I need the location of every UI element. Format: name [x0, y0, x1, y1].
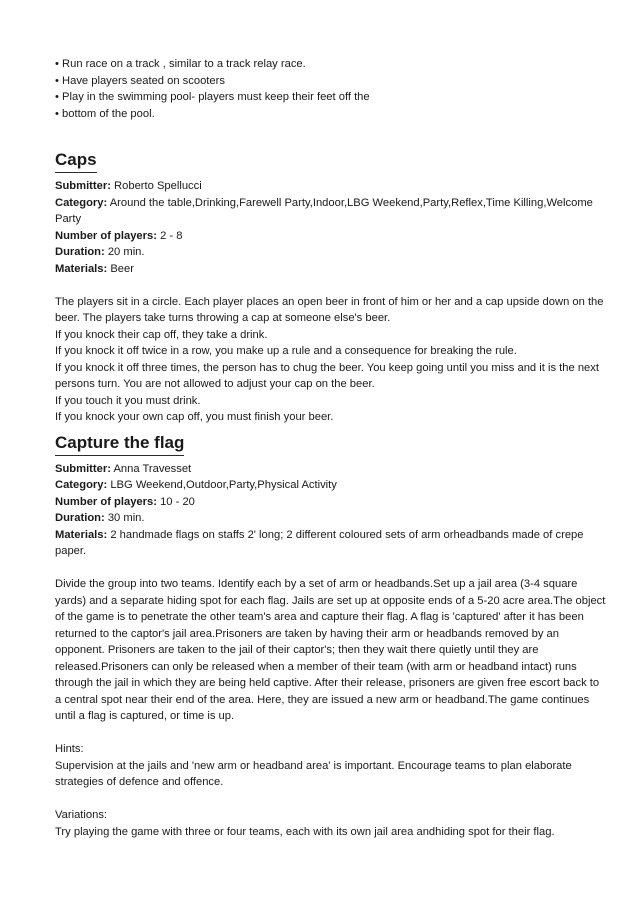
- game-section-capture-the-flag: [55, 432, 606, 841]
- description-line: until a flag is captured, or time is up.: [55, 710, 235, 722]
- submitter-label: Submitter:: [55, 462, 111, 475]
- category-value-cont: Party: [55, 213, 82, 225]
- description-line: opponent. Prisoners are taken to the jail of their captor's; then they wait there quietly until they are: [55, 644, 539, 656]
- hints-line: Supervision at the jails and 'new arm or headband area' is important. Encourage teams to plan elaborate: [55, 759, 572, 772]
- description-line: released.Prisoners can only be released when a member of their team (with arm or headband intact) runs: [55, 660, 577, 673]
- duration-value: 30 min.: [107, 512, 145, 524]
- description-line: If you touch it you must drink.: [55, 394, 201, 407]
- category-value: Around the table,Drinking,Farewell Party,Indoor,LBG Weekend,Party,Reflex,Time Killing,Welcome: [109, 196, 593, 209]
- description-line: beer. The players take turns throwing a cap at someone else's beer.: [55, 312, 391, 324]
- description-line: If you knock it off three times, the person has to chug the beer. You keep going until you miss and it is the next: [55, 361, 599, 374]
- variations-line: Try playing the game with three or four teams, each with its own jail area andhiding spot for their flag.: [55, 825, 555, 838]
- category-label: Category:: [55, 479, 108, 491]
- category-value: LBG Weekend,Outdoor,Party,Physical Activity: [110, 479, 337, 491]
- game-meta: [55, 461, 600, 560]
- duration-label: Duration:: [55, 246, 105, 258]
- description-line: returned to the captor's jail area.Prisoners are taken by having their arm or headbands removed by an: [55, 627, 559, 640]
- submitter-value: Anna Travesset: [113, 462, 192, 475]
- duration-label: Duration:: [55, 512, 105, 524]
- description-line: If you knock their cap off, they take a drink.: [55, 328, 268, 341]
- game-meta: [55, 178, 600, 277]
- players-value: 10 - 20: [160, 495, 195, 508]
- game-section-caps: [55, 149, 604, 426]
- materials-value: Beer: [110, 262, 134, 275]
- players-value: 2 - 8: [160, 229, 183, 242]
- category-label: Category:: [55, 196, 108, 209]
- submitter-label: Submitter:: [55, 180, 111, 192]
- players-label: Number of players:: [55, 495, 157, 508]
- game-description: [55, 576, 606, 725]
- variations-label: Variations:: [55, 809, 108, 821]
- description-line: The players sit in a circle. Each player places an open beer in front of him or her and a cap upside down on the: [55, 295, 604, 308]
- game-description: [55, 294, 604, 426]
- hints-label: Hints:: [55, 743, 84, 755]
- players-label: Number of players:: [55, 229, 157, 242]
- description-line: persons turn. You are not allowed to adjust your cap on the beer.: [55, 378, 375, 390]
- hints-block: [55, 741, 600, 791]
- bullet-item: • Run race on a track , similar to a track relay race.: [55, 58, 306, 70]
- description-line: yards) and a separate hiding spot for each flag. Jails are set up at opposite ends of a 5-20 acre area.The object: [55, 594, 606, 607]
- materials-value-cont: paper.: [55, 545, 87, 557]
- hints-line: strategies of defence and offence.: [55, 776, 224, 788]
- bullet-list: [55, 56, 600, 122]
- description-line: of the game is to penetrate the other team's area and capture their flag. A flag is 'captured' after it has been: [55, 611, 584, 623]
- description-line: Divide the group into two teams. Identify each by a set of arm or headbands.Set up a jail area (3-4 square: [55, 578, 578, 590]
- document-page: [55, 56, 606, 840]
- submitter-value: Roberto Spellucci: [114, 180, 202, 192]
- game-title: Capture the flag: [55, 432, 184, 456]
- description-line: If you knock it off twice in a row, you make up a rule and a consequence for breaking the rule.: [55, 345, 517, 357]
- duration-value: 20 min.: [107, 246, 145, 258]
- bullet-item: • Play in the swimming pool- players must keep their feet off the: [55, 91, 370, 103]
- bullet-item: • bottom of the pool.: [55, 107, 155, 120]
- description-line: through the jail in which they are being held captive. After their release, prisoners are given free escort back to: [55, 677, 600, 689]
- game-title: Caps: [55, 149, 97, 173]
- variations-block: [55, 807, 600, 840]
- materials-label: Materials:: [55, 262, 108, 275]
- description-line: If you knock your own cap off, you must finish your beer.: [55, 411, 334, 423]
- materials-label: Materials:: [55, 528, 108, 541]
- bullet-item: • Have players seated on scooters: [55, 74, 225, 87]
- materials-value: 2 handmade flags on staffs 2' long; 2 different coloured sets of arm orheadbands made of crepe: [110, 528, 584, 541]
- description-line: a central spot near their end of the area. Here, they are issued a new arm or headband.The game continues: [55, 693, 590, 706]
